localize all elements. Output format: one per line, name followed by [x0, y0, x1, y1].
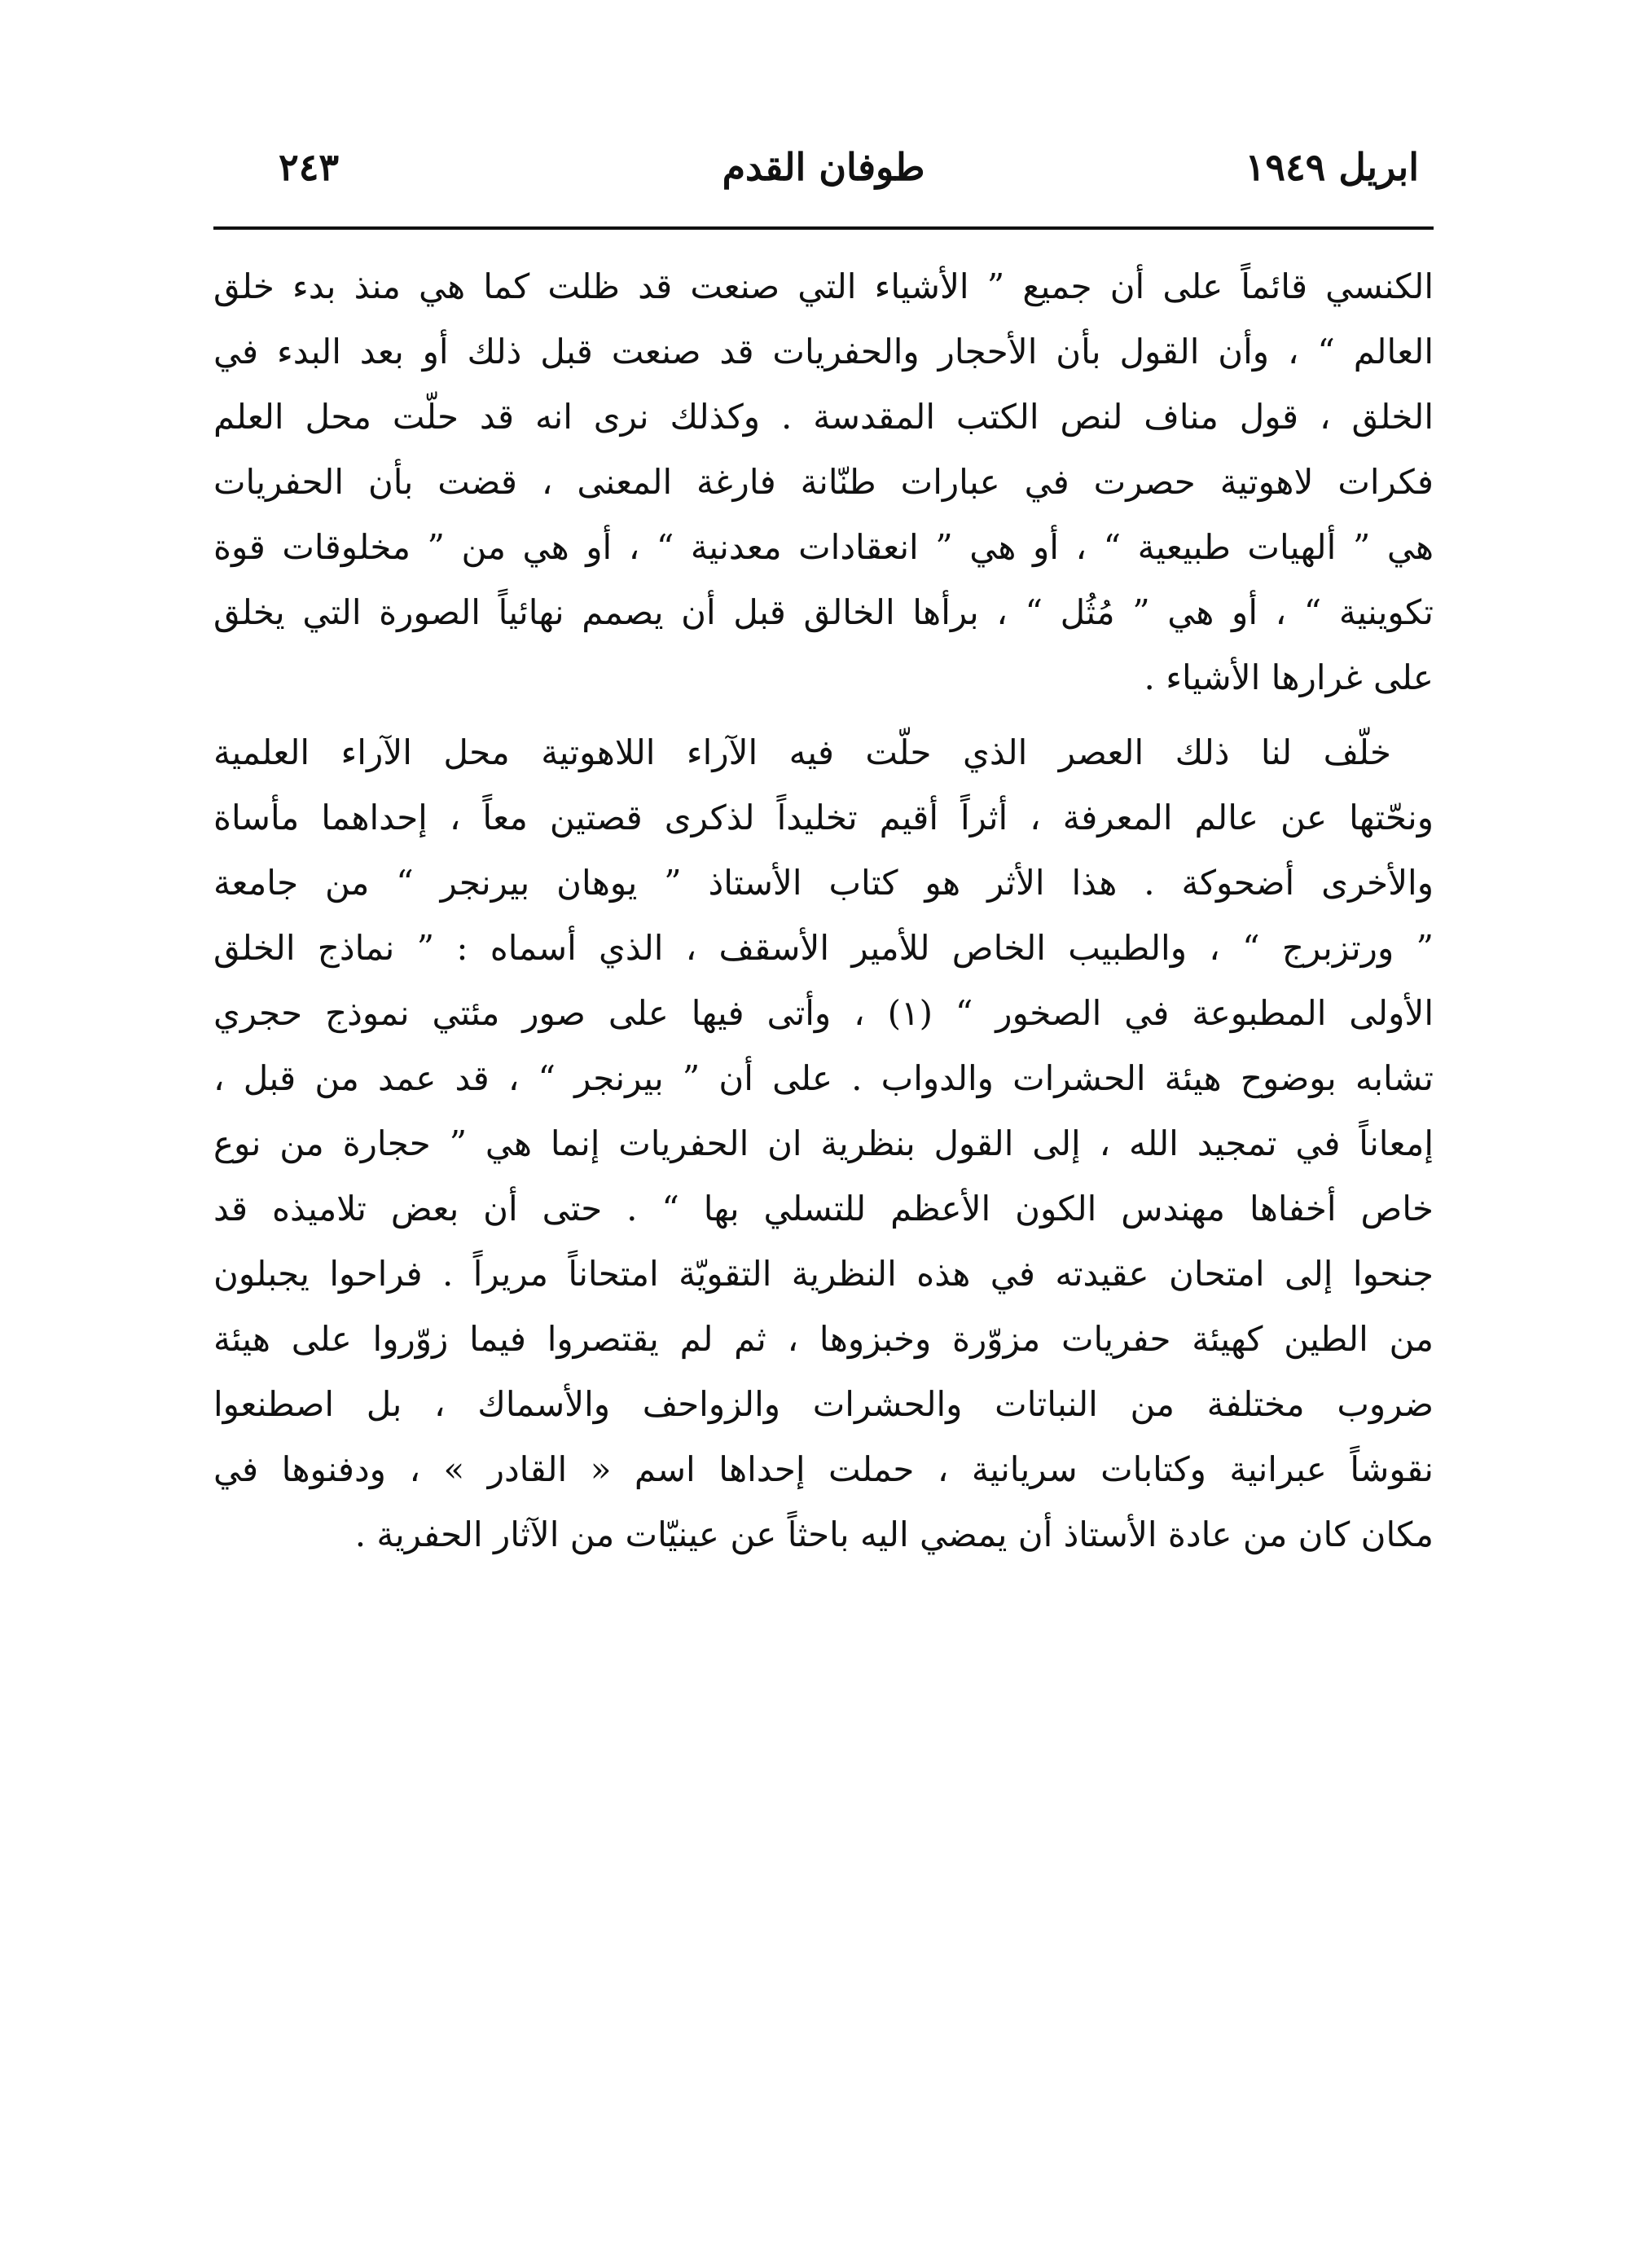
page-number: ٢٤٣ — [279, 145, 340, 189]
paragraph — [213, 720, 1434, 1567]
text-line: الخلق ، قول مناف لنص الكتب المقدسة . وكذلك نرى انه قد حلّت محل العلم — [213, 397, 1434, 437]
text-line: تشابه بوضوح هيئة الحشرات والدواب . على أن ” بيرنجر “ ، قد عمد من قبل ، — [213, 1058, 1434, 1098]
running-title: طوفان القدم — [722, 145, 925, 189]
text-line: تكوينية “ ، أو هي ” مُثُل “ ، برأها الخالق قبل أن يصمم نهائياً الصورة التي يخلق — [213, 592, 1434, 632]
text-line: الأولى المطبوعة في الصخور “ (١) ، وأتى فيها على صور مئتي نموذج حجري — [213, 993, 1434, 1033]
text-line: ونحّتها عن عالم المعرفة ، أثراً أقيم تخليداً لذكرى قصتين معاً ، إحداهما مأساة — [213, 798, 1434, 837]
body-text — [213, 254, 1434, 1567]
text-line: مكان كان من عادة الأستاذ أن يمضي اليه باحثاً عن عينيّات من الآثار الحفرية . — [354, 1514, 1434, 1554]
text-line: فكرات لاهوتية حصرت في عبارات طنّانة فارغة المعنى ، قضت بأن الحفريات — [213, 462, 1434, 502]
issue-date: ابريل ١٩٤٩ — [1245, 145, 1419, 189]
text-line: نقوشاً عبرانية وكتابات سريانية ، حملت إحداها اسم « القادر » ، ودفنوها في — [213, 1449, 1434, 1489]
text-line: إمعاناً في تمجيد الله ، إلى القول بنظرية ان الحفريات إنما هي ” حجارة من نوع — [213, 1123, 1434, 1163]
text-line: من الطين كهيئة حفريات مزوّرة وخبزوها ، ثم لم يقتصروا فيما زوّروا على هيئة — [213, 1319, 1434, 1359]
text-line: والأخرى أضحوكة . هذا الأثر هو كتاب الأستاذ ” يوهان بيرنجر “ من جامعة — [213, 863, 1434, 903]
text-line: جنحوا إلى امتحان عقيدته في هذه النظرية التقويّة امتحاناً مريراً . فراحوا يجبلون — [213, 1254, 1434, 1294]
header-rule — [213, 226, 1434, 230]
text-line: الكنسي قائماً على أن جميع ” الأشياء التي صنعت قد ظلت كما هي منذ بدء خلق — [213, 266, 1434, 306]
text-line: هي ” ألهيات طبيعية “ ، أو هي ” انعقادات معدنية “ ، أو هي من ” مخلوقات قوة — [213, 527, 1434, 567]
text-line: ” ورتزبرج “ ، والطبيب الخاص للأمير الأسقف ، الذي أسماه : ” نماذج الخلق — [213, 928, 1434, 968]
text-line: على غرارها الأشياء . — [1144, 657, 1434, 697]
text-line: خلّف لنا ذلك العصر الذي حلّت فيه الآراء اللاهوتية محل الآراء العلمية — [213, 732, 1391, 772]
text-line: خاص أخفاها مهندس الكون الأعظم للتسلي بها “ . حتى أن بعض تلاميذه قد — [213, 1189, 1434, 1228]
paragraph — [213, 254, 1434, 710]
running-header — [213, 138, 1434, 204]
text-line: ضروب مختلفة من النباتات والحشرات والزواحف والأسماك ، بل اصطنعوا — [213, 1384, 1434, 1424]
text-line: العالم “ ، وأن القول بأن الأحجار والحفريات قد صنعت قبل ذلك أو بعد البدء في — [213, 332, 1434, 371]
paragraph-gap — [213, 710, 1434, 720]
